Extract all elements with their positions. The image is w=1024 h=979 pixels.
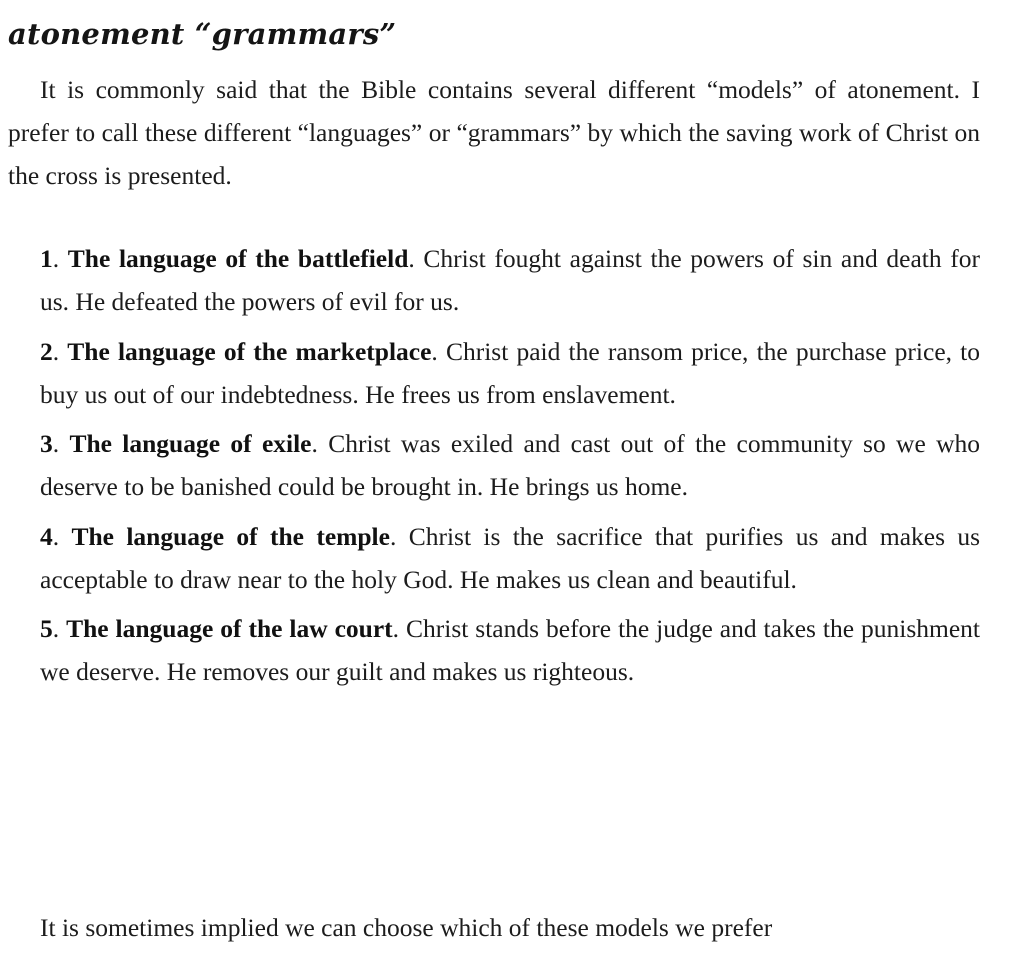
item-number: 2 xyxy=(40,336,53,366)
section-heading: atonement “grammars” xyxy=(8,17,397,51)
item-title: The language of the marketplace xyxy=(67,336,432,366)
item-text: Christ is the sacrifice that purifies us and makes us acceptable to draw near to the holy God. He makes us clean and beautiful. xyxy=(40,521,981,594)
item-number: 1 xyxy=(40,244,53,273)
intro-paragraph: It is commonly said that the Bible contains several different “models” of atonement. I prefer to call these different “languages” or “grammars” by which the saving work of Christ on the cross is presented. xyxy=(8,75,980,190)
item-number: 4 xyxy=(40,521,53,551)
item-text: Christ was exiled and cast out of the community so we who deserve to be banished could be brought in. He brings us home. xyxy=(40,429,980,501)
item-text: Christ stands before the judge and takes the punishment we deserve. He removes our guilt and makes us righteous. xyxy=(40,614,980,686)
item-text: Christ paid the ransom price, the purchase price, to buy us out of our indebtedness. He frees us from enslavement. xyxy=(40,336,981,409)
item-number: 5 xyxy=(40,614,53,643)
item-title: The language of the law court xyxy=(66,614,393,643)
closing-paragraph: It is sometimes implied we can choose which of these models we prefer xyxy=(40,913,773,942)
item-title: The language of exile xyxy=(69,429,312,458)
list-item: 1. The language of the battlefield. Christ fought against the powers of sin and death for us. He defeated the powers of evil for us. xyxy=(40,244,980,316)
atonement-language-list xyxy=(40,237,980,700)
item-title: The language of the battlefield xyxy=(67,244,409,273)
list-item: 4. The language of the temple. Christ is the sacrifice that purifies us and makes us acceptable to draw near to the holy God. He makes us clean and beautiful. xyxy=(40,521,981,594)
list-item: 3. The language of exile. Christ was exiled and cast out of the community so we who deserve to be banished could be brought in. He brings us home. xyxy=(40,429,980,501)
item-number: 3 xyxy=(40,429,53,458)
list-item: 5. The language of the law court. Christ stands before the judge and takes the punishment we deserve. He removes our guilt and makes us righteous. xyxy=(40,614,980,686)
item-text: Christ fought against the powers of sin and death for us. He defeated the powers of evil for us. xyxy=(40,244,980,316)
item-title: The language of the temple xyxy=(71,521,390,551)
list-item: 2. The language of the marketplace. Christ paid the ransom price, the purchase price, to buy us out of our indebtedness. He frees us from enslavement. xyxy=(40,336,981,409)
